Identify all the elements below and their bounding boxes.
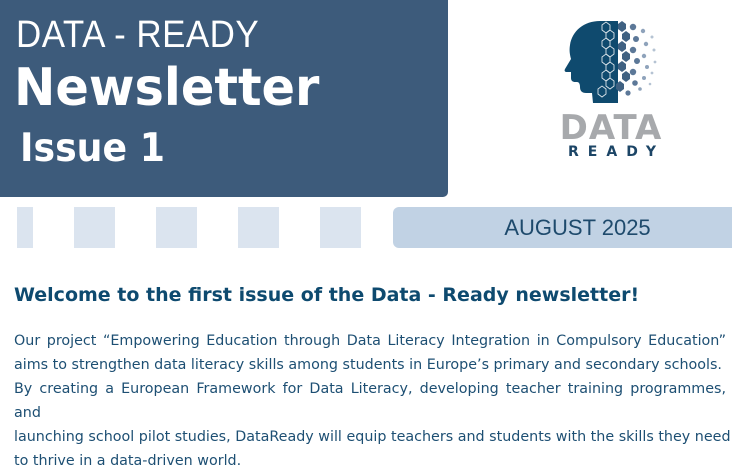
article-line: aims to strengthen data literacy skills among students in Europe’s primary and secondary schools. bbox=[14, 357, 722, 373]
newsletter-title-banner bbox=[0, 0, 448, 197]
logo-text-ready: READY bbox=[568, 144, 665, 160]
decorative-square bbox=[156, 207, 197, 248]
logo-text-data: DATA bbox=[559, 108, 663, 148]
article-line: launching school pilot studies, DataReady will equip teachers and students with the skills they need bbox=[14, 429, 731, 445]
issue-date-bar bbox=[393, 207, 732, 248]
issue-date: AUGUST 2025 bbox=[504, 214, 651, 240]
decorative-square bbox=[320, 207, 361, 248]
article-heading: Welcome to the first issue of the Data - Ready newsletter! bbox=[14, 284, 640, 306]
human-head-hexagon-icon bbox=[540, 15, 690, 110]
decorative-square bbox=[17, 207, 33, 248]
article-line: to thrive in a data-driven world. bbox=[14, 453, 242, 469]
project-name-title: DATA - READY bbox=[16, 14, 260, 56]
article-body bbox=[14, 329, 731, 469]
issue-number: Issue 1 bbox=[20, 126, 165, 171]
article-line: Our project “Empowering Education through Data Literacy Integration in Compulsory Education” bbox=[14, 333, 726, 349]
decorative-square bbox=[238, 207, 279, 248]
article-line: By creating a European Framework for Data Literacy, developing teacher training programmes, and bbox=[14, 381, 726, 421]
newsletter-title: Newsletter bbox=[14, 58, 320, 118]
decorative-square bbox=[74, 207, 115, 248]
